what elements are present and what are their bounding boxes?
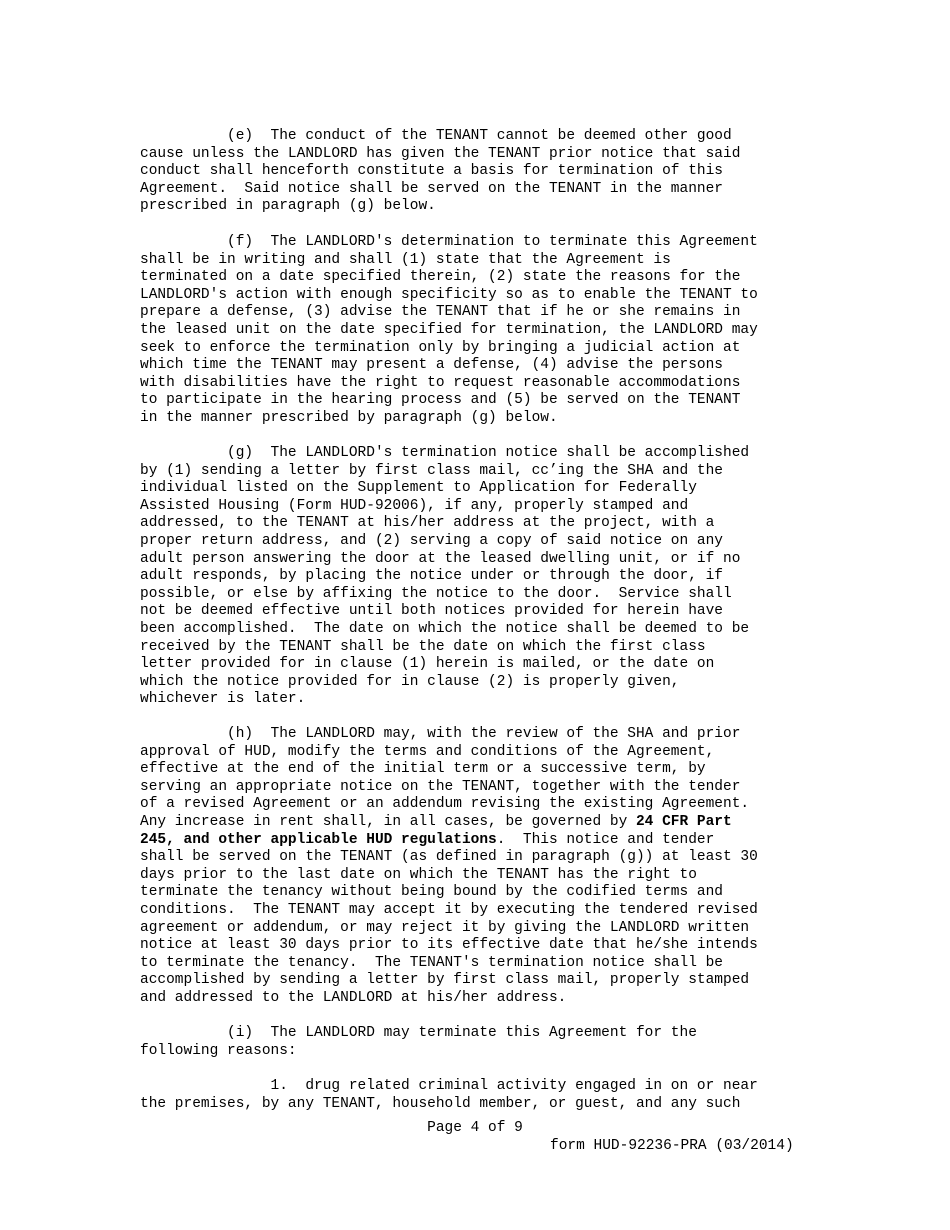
paragraph-i-item-1: 1. drug related criminal activity engaged in on or near the premises, by any TENANT, household member, or guest, and any such (140, 1078, 758, 1112)
page-number: Page 4 of 9 (427, 1120, 523, 1136)
paragraph-i: (i) The LANDLORD may terminate this Agreement for the following reasons: (140, 1025, 697, 1059)
paragraph-f: (f) The LANDLORD's determination to terminate this Agreement shall be in writing and shall (1) state that the Agreement is terminated on a date specified therein, (2) state the reasons for the LANDLORD's action with enough specificity so as to enable the TENANT to prepare a defense, (3) advise the TENANT that if he or she remains in the leased unit on the date specified for termination, the LANDLORD may seek to enforce the termination only by bringing a judicial action at which time the TENANT may present a defense, (4) advise the persons with disabilities have the right to request reasonable accommodations to participate in the hearing process and (5) be served on the TENANT in the manner prescribed by paragraph (g) below. (140, 234, 758, 426)
paragraph-h-bold-citation: 24 CFR Part 245, and other applicable HUD regulations (140, 813, 732, 848)
paragraph-h (140, 726, 820, 1008)
paragraph-h-text-1: (h) The LANDLORD may, with the review of the SHA and prior approval of HUD, modify the terms and conditions of the Agreement, effective at the end of the initial term or a successive term, by serving an appropriate notice on the TENANT, together with the tender of a revised Agreement or an addendum revising the existing Agreement. Any increase in rent shall, in all cases, be governed by (140, 726, 750, 830)
paragraph-e: (e) The conduct of the TENANT cannot be deemed other good cause unless the LANDLORD has given the TENANT prior notice that said conduct shall henceforth constitute a basis for termination of this Agreement. Said notice shall be served on the TENANT in the manner prescribed in paragraph (g) below. (140, 128, 741, 215)
form-identifier: form HUD-92236-PRA (03/2014) (550, 1138, 794, 1154)
paragraph-g: (g) The LANDLORD's termination notice shall be accomplished by (1) sending a letter by first class mail, cc’ing the SHA and the individual listed on the Supplement to Application for Federally Assisted Housing (Form HUD-92006), if any, properly stamped and addressed, to the TENANT at his/her address at the project, with a proper return address, and (2) serving a copy of said notice on any adult person answering the door at the leased dwelling unit, or if no adult responds, by placing the notice under or through the door, if possible, or else by affixing the notice to the door. Service shall not be deemed effective until both notices provided for herein have been accomplished. The date on which the notice shall be deemed to be received by the TENANT shall be the date on which the first class letter provided for in clause (1) herein is mailed, or the date on which the notice provided for in clause (2) is properly given, whichever is later. (140, 445, 750, 708)
paragraph-h-text-2: . This notice and tender shall be served on the TENANT (as defined in paragraph (g)) at least 30 days prior to the last date on which the TENANT has the right to terminate the tenancy without being bound by the codified terms and conditions. The TENANT may accept it by executing the tendered revised agreement or addendum, or may reject it by giving the LANDLORD written notice at least 30 days prior to its effective date that he/she intends to terminate the tenancy. The TENANT's termination notice shall be accomplished by sending a letter by first class mail, properly stamped and addressed to the LANDLORD at his/her address. (140, 831, 758, 1006)
